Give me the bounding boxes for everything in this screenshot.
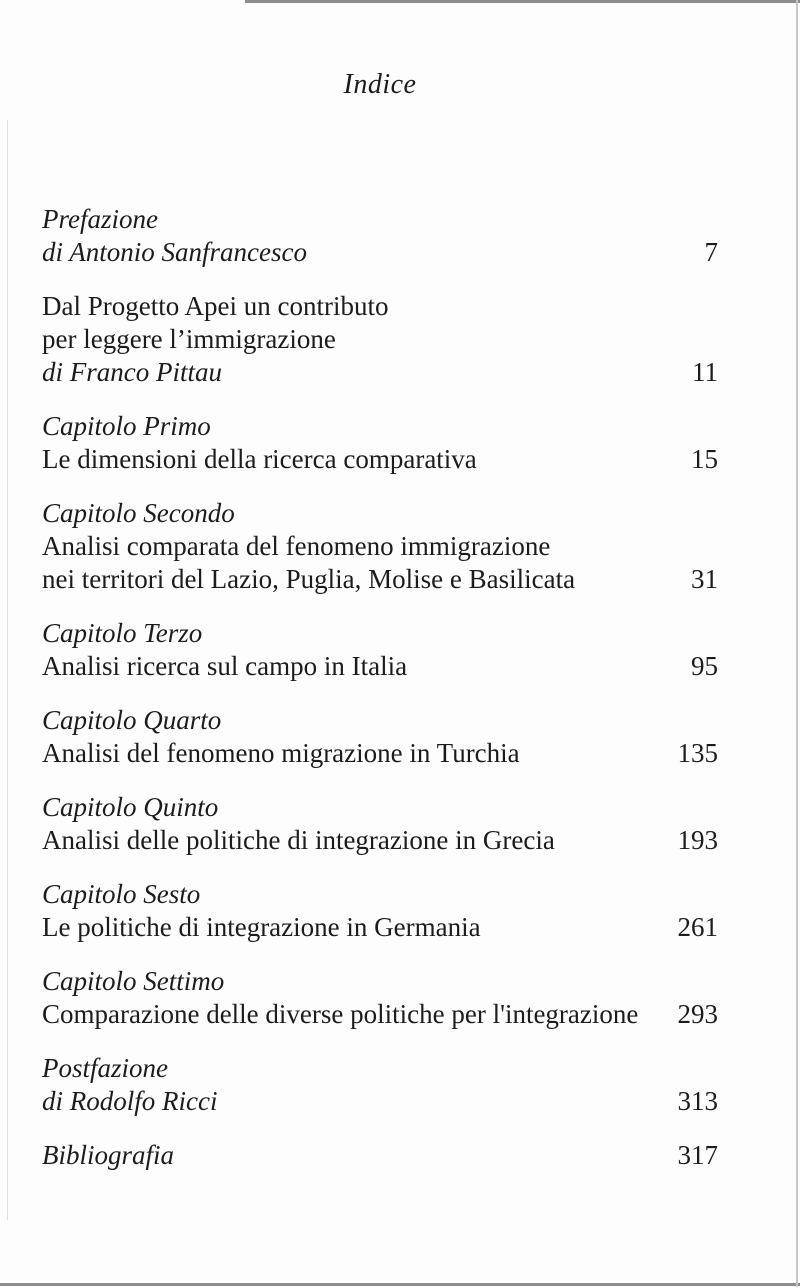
toc-page-number: 193 bbox=[677, 825, 718, 855]
book-page bbox=[42, 0, 718, 1193]
toc-line bbox=[42, 791, 718, 824]
toc-line-text: Capitolo Secondo bbox=[42, 498, 235, 528]
toc-entry bbox=[42, 791, 718, 857]
toc-line bbox=[42, 878, 718, 911]
toc-entry bbox=[42, 497, 718, 596]
toc-entry bbox=[42, 290, 718, 389]
toc-line bbox=[42, 323, 718, 356]
toc-line-text: Capitolo Sesto bbox=[42, 879, 201, 909]
toc-page-number: 11 bbox=[692, 357, 718, 387]
toc-page-number: 7 bbox=[704, 237, 718, 267]
toc-line-text: Capitolo Quinto bbox=[42, 792, 219, 822]
toc-page-number: 313 bbox=[677, 1086, 718, 1116]
toc-line bbox=[42, 236, 718, 269]
toc-line bbox=[42, 1139, 718, 1172]
toc-line-text: Analisi comparata del fenomeno immigrazione bbox=[42, 531, 551, 561]
toc-line bbox=[42, 356, 718, 389]
toc-page-number: 15 bbox=[691, 444, 718, 474]
scan-right-edge-line bbox=[796, 0, 798, 1287]
toc-line bbox=[42, 998, 718, 1031]
toc-line bbox=[42, 704, 718, 737]
toc-line-text: Capitolo Quarto bbox=[42, 705, 222, 735]
toc-line-text: di Rodolfo Ricci bbox=[42, 1086, 218, 1116]
toc-line-text: Le politiche di integrazione in Germania bbox=[42, 912, 481, 942]
toc-line-text: Capitolo Terzo bbox=[42, 618, 203, 648]
toc-line-text: Dal Progetto Apei un contributo bbox=[42, 291, 389, 321]
toc-entry bbox=[42, 1139, 718, 1172]
toc-line-text: di Antonio Sanfrancesco bbox=[42, 237, 307, 267]
toc-line bbox=[42, 824, 718, 857]
scan-left-edge-line bbox=[7, 120, 8, 1220]
toc-line bbox=[42, 443, 718, 476]
toc-entry bbox=[42, 1052, 718, 1118]
toc-line-text: per leggere l’immigrazione bbox=[42, 324, 336, 354]
toc-line-text: Le dimensioni della ricerca comparativa bbox=[42, 444, 477, 474]
toc-entry bbox=[42, 878, 718, 944]
toc-line bbox=[42, 911, 718, 944]
toc-entry bbox=[42, 410, 718, 476]
toc-page-number: 95 bbox=[691, 651, 718, 681]
toc-line bbox=[42, 563, 718, 596]
toc-line bbox=[42, 1085, 718, 1118]
toc-line bbox=[42, 1052, 718, 1085]
toc-line-text: Postfazione bbox=[42, 1053, 168, 1083]
toc-line-text: di Franco Pittau bbox=[42, 357, 222, 387]
toc-line bbox=[42, 965, 718, 998]
toc-line bbox=[42, 290, 718, 323]
toc-list bbox=[42, 203, 718, 1172]
toc-entry bbox=[42, 617, 718, 683]
toc-line-text: Bibliografia bbox=[42, 1140, 175, 1170]
toc-page-number: 261 bbox=[677, 912, 718, 942]
toc-line-text: Capitolo Primo bbox=[42, 411, 211, 441]
toc-line-text: Analisi del fenomeno migrazione in Turchia bbox=[42, 738, 520, 768]
toc-line bbox=[42, 530, 718, 563]
toc-line bbox=[42, 617, 718, 650]
toc-line-text: Prefazione bbox=[42, 204, 158, 234]
page-title: Indice bbox=[343, 69, 417, 100]
toc-entry bbox=[42, 203, 718, 269]
toc-line bbox=[42, 650, 718, 683]
toc-line bbox=[42, 497, 718, 530]
scan-bottom-edge-line bbox=[0, 1283, 800, 1286]
toc-page-number: 293 bbox=[677, 999, 718, 1029]
toc-entry bbox=[42, 704, 718, 770]
toc-page-number: 317 bbox=[677, 1140, 718, 1170]
toc-line-text: Comparazione delle diverse politiche per l'integrazione bbox=[42, 999, 639, 1029]
toc-line-text: Capitolo Settimo bbox=[42, 966, 225, 996]
toc-line bbox=[42, 410, 718, 443]
toc-page-number: 31 bbox=[691, 564, 718, 594]
toc-line-text: nei territori del Lazio, Puglia, Molise e Basilicata bbox=[42, 564, 576, 594]
toc-line bbox=[42, 737, 718, 770]
toc-page-number: 135 bbox=[677, 738, 718, 768]
toc-entry bbox=[42, 965, 718, 1031]
toc-line-text: Analisi delle politiche di integrazione in Grecia bbox=[42, 825, 555, 855]
toc-line bbox=[42, 203, 718, 236]
toc-line-text: Analisi ricerca sul campo in Italia bbox=[42, 651, 408, 681]
